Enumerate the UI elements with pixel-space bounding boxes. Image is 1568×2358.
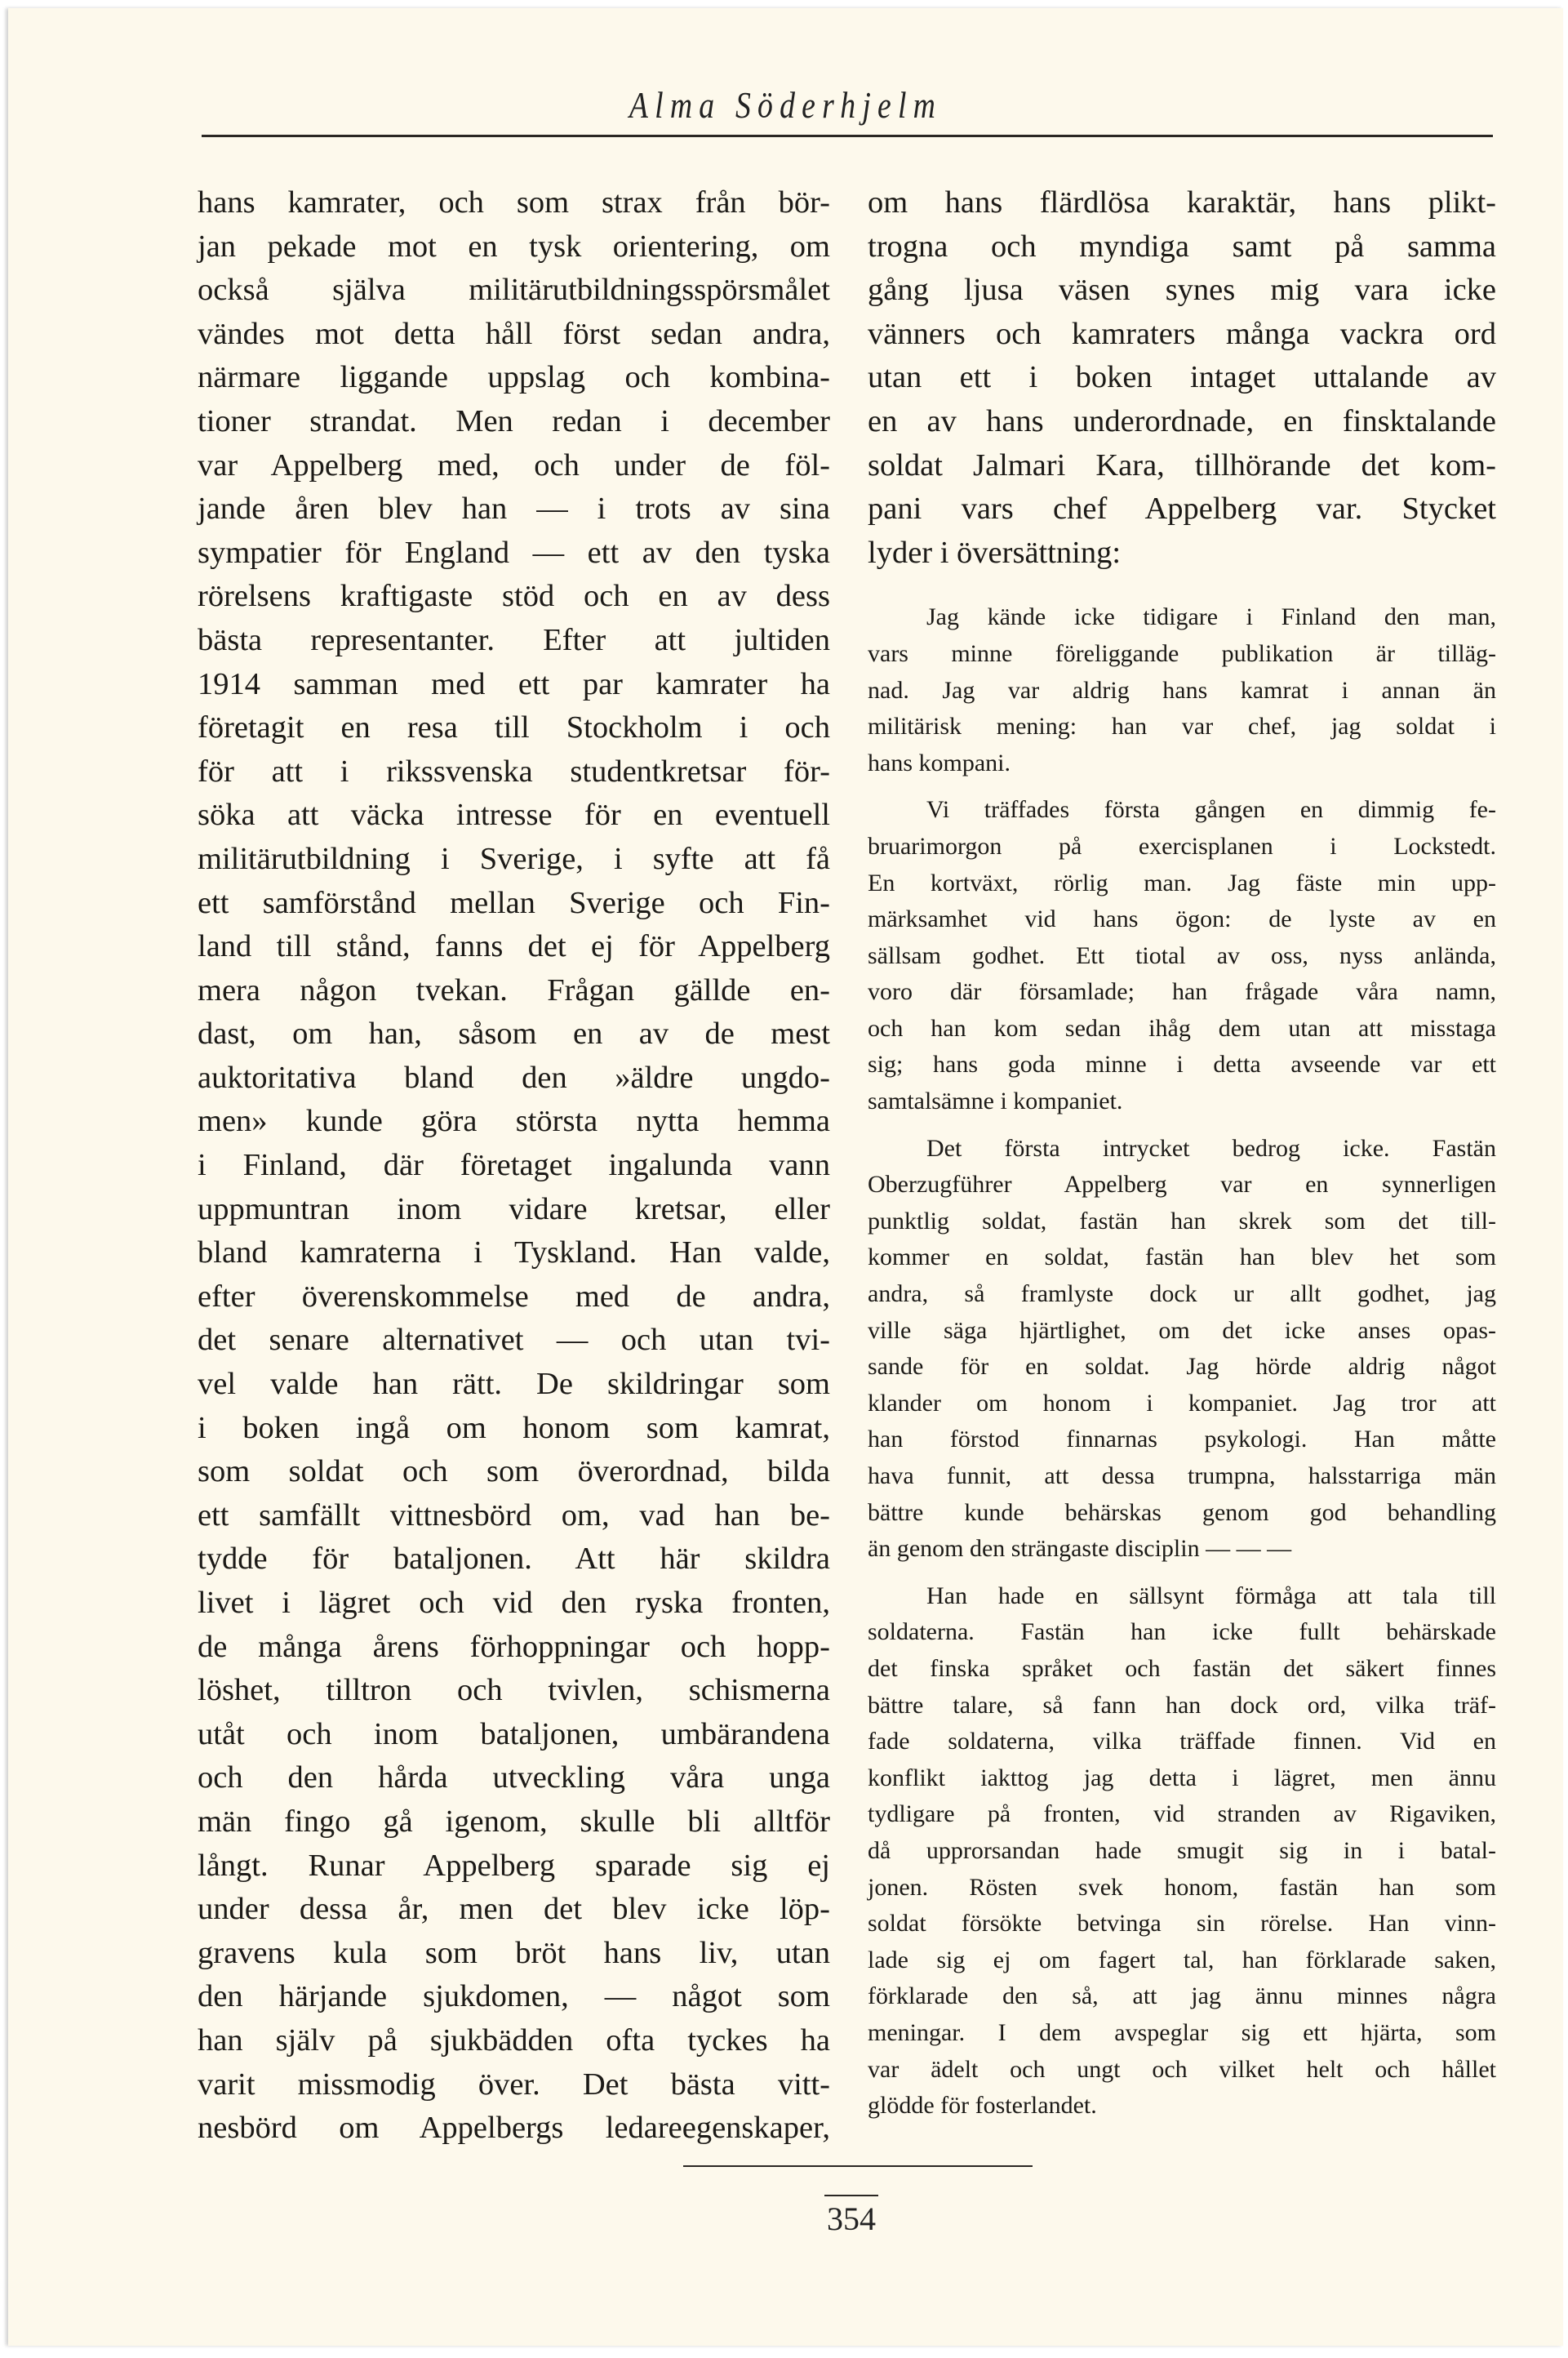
text-line: bästa representanter. Efter att jultiden (198, 622, 830, 657)
text-line: utåt och inom bataljonen, umbärandena (198, 1716, 830, 1751)
text-line: dast, om han, såsom en av de mest (198, 1017, 830, 1052)
text-line: företagit en resa till Stockholm i och (198, 710, 830, 745)
text-line: varit missmodig över. Det bästa vitt- (198, 2067, 830, 2102)
text-line: glödde för fosterlandet. (868, 2092, 1097, 2120)
text-line: söka att väcka intresse för en eventuell (198, 798, 830, 833)
text-line: löshet, tilltron och tvivlen, schismerna (198, 1673, 830, 1708)
text-line: fade soldaterna, vilka träffade finnen. Vid en (868, 1728, 1496, 1755)
text-line: mera någon tvekan. Frågan gällde en- (198, 972, 830, 1008)
text-line: hans kompani. (868, 749, 1011, 776)
text-line: konflikt iakttog jag detta i lägret, men ännu (868, 1764, 1496, 1791)
text-line: den härjande sjukdomen, — något som (198, 1979, 830, 2014)
text-line: Oberzugführer Appelberg var en synnerligen (868, 1171, 1496, 1199)
text-line: vars minne föreliggande publikation är tilläg- (868, 639, 1496, 667)
text-line: ett samfällt vittnesbörd om, vad han be- (198, 1497, 830, 1533)
text-line: soldaterna. Fastän han icke fullt behärskade (868, 1618, 1496, 1646)
text-line: män fingo gå igenom, skulle bli alltför (198, 1804, 830, 1839)
text-line: pani vars chef Appelberg var. Stycket (868, 492, 1496, 527)
header-rule (202, 135, 1493, 137)
text-line: auktoritativa bland den »äldre ungdo- (198, 1060, 830, 1095)
text-line: soldat försökte betvinga sin rörelse. Han vinn- (868, 1910, 1496, 1938)
book-page (8, 8, 1563, 2346)
text-line: han själv på sjukbädden ofta tyckes ha (198, 2022, 830, 2058)
text-line: gravens kula som bröt hans liv, utan (198, 1935, 830, 1970)
text-line: uppmuntran inom vidare kretsar, eller (198, 1191, 830, 1226)
text-line: samtalsämne i kompaniet. (868, 1088, 1123, 1115)
text-line: tioner strandat. Men redan i december (198, 403, 830, 438)
text-line: vänners och kamraters många vackra ord (868, 316, 1496, 351)
quote-paragraph (868, 1578, 1496, 2124)
text-line: vel valde han rätt. De skildringar som (198, 1367, 830, 1402)
text-line: och han kom sedan ihåg dem utan att misstaga (868, 1014, 1496, 1042)
right-column (868, 181, 1496, 2135)
text-line: jan pekade mot en tysk orientering, om (198, 229, 830, 264)
text-line: militärisk mening: han var chef, jag soldat i (868, 713, 1496, 741)
text-line: var ädelt och ungt och vilket helt och hållet (868, 2055, 1496, 2083)
text-line: hava funnit, att dessa trumpna, halsstarriga män (868, 1462, 1496, 1489)
text-line: Han hade en sällsynt förmåga att tala till (926, 1582, 1496, 1609)
text-line: nad. Jag var aldrig hans kamrat i annan än (868, 676, 1496, 704)
text-line: och den hårda utveckling våra unga (198, 1760, 830, 1795)
text-line: lade sig ej om fagert tal, han förklarade saken, (868, 1946, 1496, 1973)
text-line: land till stånd, fanns det ej för Appelberg (198, 929, 830, 964)
text-line: märksamhet vid hans ögon: de lyste av en (868, 905, 1496, 933)
text-line: hans kamrater, och som strax från bör- (198, 185, 830, 220)
text-line: då upprorsandan hade smugit sig in i batal- (868, 1836, 1496, 1864)
quote-paragraph (868, 599, 1496, 781)
text-line: tydde för bataljonen. Att här skildra (198, 1542, 830, 1577)
text-line: ville säga hjärtlighet, om det icke anses opas- (868, 1316, 1496, 1344)
text-line: var Appelberg med, och under de föl- (198, 447, 830, 483)
text-line: förklarade den så, att jag ännu minnes några (868, 1982, 1496, 2010)
left-column (198, 181, 830, 2151)
text-line: han förstod finnarnas psykologi. Han måtte (868, 1426, 1496, 1453)
text-line: bland kamraterna i Tyskland. Han valde, (198, 1235, 830, 1270)
text-line: Det första intrycket bedrog icke. Fastän (926, 1134, 1496, 1162)
text-line: om hans flärdlösa karaktär, hans plikt- (868, 185, 1496, 220)
text-line: än genom den strängaste disciplin — — — (868, 1535, 1292, 1563)
text-line: livet i lägret och vid den ryska fronten, (198, 1586, 830, 1620)
right-column-intro (868, 181, 1496, 575)
text-line: som soldat och som överordnad, bilda (198, 1454, 830, 1489)
text-line: voro där församlade; han frågade våra namn, (868, 978, 1496, 1006)
text-line: närmare liggande uppslag och kombina- (198, 360, 830, 395)
text-line: militärutbildning i Sverige, i syfte att få (198, 841, 830, 876)
page-number-rule (824, 2195, 878, 2196)
text-line: nesbörd om Appelbergs ledareegenskaper, (198, 2111, 830, 2146)
text-line: Jag kände icke tidigare i Finland den man, (926, 603, 1496, 631)
text-line: gång ljusa väsen synes mig vara icke (868, 273, 1496, 308)
text-line: punktlig soldat, fastän han skrek som det till- (868, 1207, 1496, 1235)
quote-paragraph (868, 792, 1496, 1119)
text-line: meningar. I dem avspeglar sig ett hjärta, som (868, 2018, 1496, 2046)
text-line: vändes mot detta håll först sedan andra, (198, 316, 830, 351)
page-number: 354 (827, 2200, 876, 2237)
text-line: i Finland, där företaget ingalunda vann (198, 1148, 830, 1183)
text-line: Vi träffades första gången en dimmig fe- (926, 796, 1496, 824)
running-head-author: Alma Söderhjelm (629, 84, 943, 126)
text-line: bruarimorgon på exercisplanen i Lockstedt. (868, 832, 1496, 860)
text-line: sande för en soldat. Jag hörde aldrig något (868, 1353, 1496, 1381)
text-line: sympatier för England — ett av den tyska (198, 535, 830, 570)
text-line: andra, så framlyste dock ur allt godhet, jag (868, 1280, 1496, 1308)
text-line: bättre kunde behärskas genom god behandling (868, 1498, 1496, 1526)
text-line: tydligare på fronten, vid stranden av Rigaviken, (868, 1800, 1496, 1828)
text-line: kommer en soldat, fastän han blev het som (868, 1244, 1496, 1271)
text-line: men» kunde göra största nytta hemma (198, 1104, 830, 1139)
text-line: det finska språket och fastän det säkert finnes (868, 1654, 1496, 1682)
text-line: bättre talare, så fann han dock ord, vilka träf- (868, 1691, 1496, 1719)
text-line: lyder i översättning: (868, 535, 1122, 570)
footer-rule (683, 2165, 1033, 2167)
text-line: det senare alternativet — och utan tvi- (198, 1323, 830, 1358)
text-line: sig; hans goda minne i detta avseende var ett (868, 1051, 1496, 1079)
text-line: jonen. Rösten svek honom, fastän han som (868, 1873, 1496, 1901)
text-line: 1914 samman med ett par kamrater ha (198, 666, 830, 701)
text-line: under dessa år, men det blev icke löp- (198, 1892, 830, 1927)
text-line: En kortväxt, rörlig man. Jag fäste min upp- (868, 869, 1496, 896)
text-line: för att i rikssvenska studentkretsar för- (198, 754, 830, 789)
block-quote (868, 599, 1496, 2124)
text-line: efter överenskommelse med de andra, (198, 1279, 830, 1314)
text-line: utan ett i boken intaget uttalande av (868, 360, 1496, 395)
text-line: också själva militärutbildningsspörsmålet (198, 273, 830, 308)
text-line: i boken ingå om honom som kamrat, (198, 1410, 830, 1445)
text-line: de många årens förhoppningar och hopp- (198, 1629, 830, 1664)
text-line: jande åren blev han — i trots av sina (198, 492, 830, 527)
text-line: klander om honom i kompaniet. Jag tror att (868, 1389, 1496, 1417)
text-line: soldat Jalmari Kara, tillhörande det kom- (868, 447, 1496, 483)
text-line: sällsam godhet. Ett tiotal av oss, nyss anlända, (868, 941, 1496, 969)
text-line: långt. Runar Appelberg sparade sig ej (198, 1848, 830, 1883)
text-line: ett samförstånd mellan Sverige och Fin- (198, 885, 830, 920)
text-line: trogna och myndiga samt på samma (868, 229, 1496, 264)
text-line: en av hans underordnade, en finsktalande (868, 403, 1496, 438)
text-line: rörelsens kraftigaste stöd och en av dess (198, 579, 830, 614)
quote-paragraph (868, 1131, 1496, 1568)
